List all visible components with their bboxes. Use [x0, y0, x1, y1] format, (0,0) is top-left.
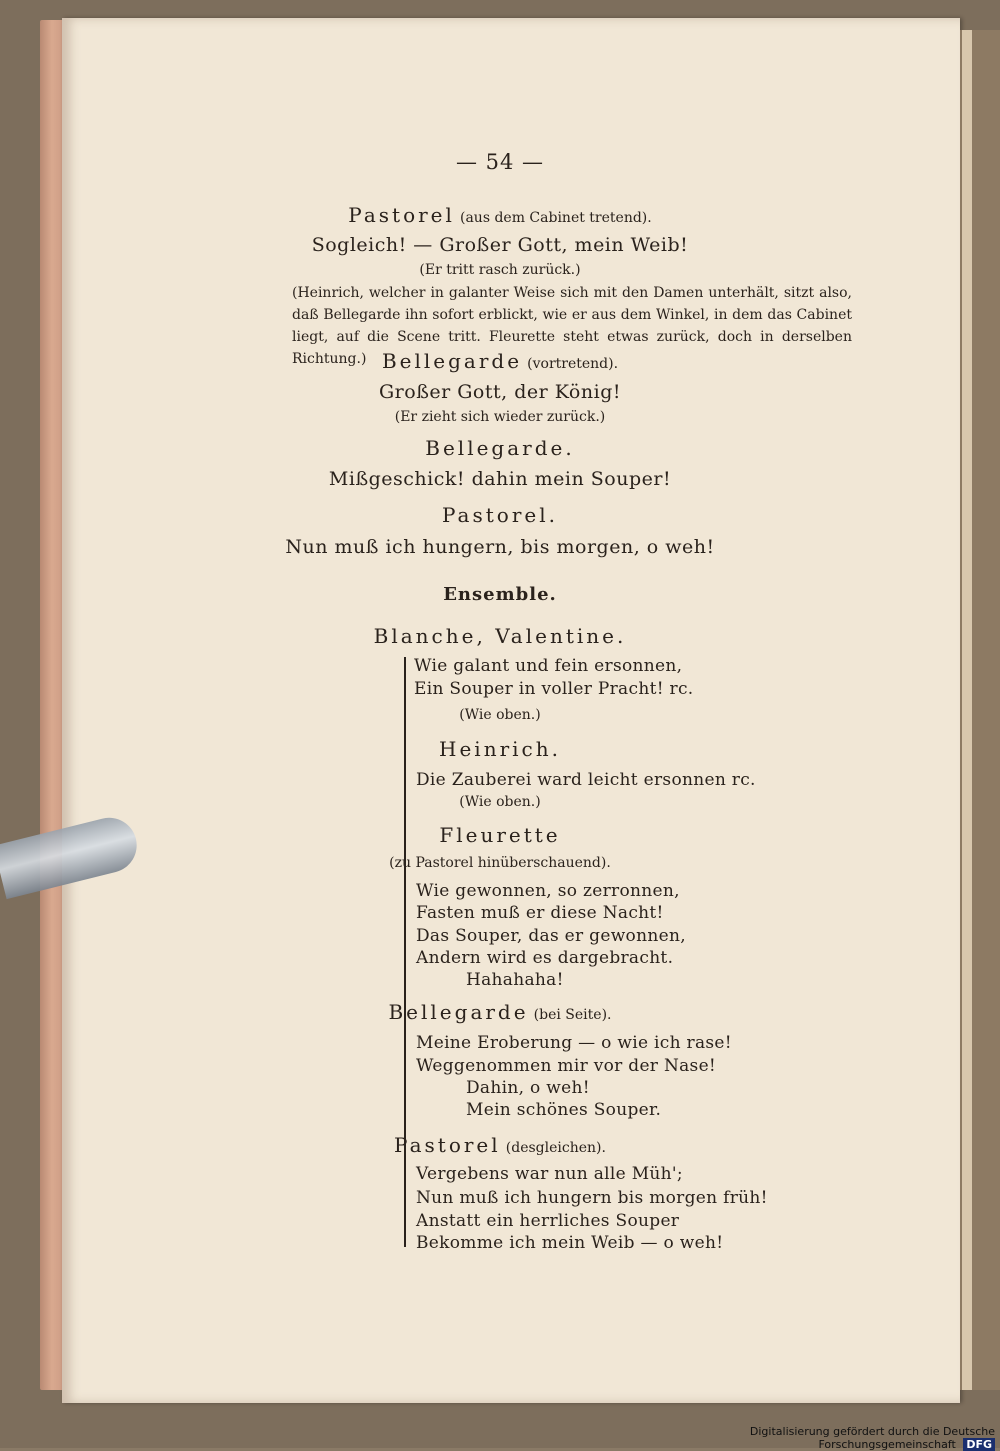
page-number: — 54 — — [455, 150, 545, 174]
speaker-name: Pastorel — [394, 1133, 501, 1157]
verse-line: Großer Gott, der König! — [379, 381, 621, 403]
stage-direction: (desgleichen). — [505, 1140, 606, 1156]
speaker-line — [0, 1133, 1000, 1157]
verse-line: Anstatt ein herrliches Souper — [416, 1211, 680, 1231]
stage-direction: (aus dem Cabinet tretend). — [460, 210, 652, 226]
speaker-name: Pastorel. — [442, 503, 558, 527]
stage-direction: (zu Pastorel hinüberschauend). — [389, 855, 611, 871]
verse-line: Weggenommen mir vor der Nase! — [416, 1056, 717, 1076]
speaker-line — [0, 203, 1000, 227]
verse-line: Ein Souper in voller Pracht! rc. — [414, 679, 694, 699]
speaker-name: Bellegarde — [388, 1000, 529, 1024]
dfg-logo: DFG — [963, 1438, 995, 1451]
speaker-name: Blanche, Valentine. — [373, 624, 627, 648]
verse-line: Nun muß ich hungern, bis morgen, o weh! — [285, 536, 715, 558]
verse-line: Das Souper, das er gewonnen, — [416, 926, 686, 946]
stage-direction: (Wie oben.) — [459, 794, 541, 810]
stage-direction: (bei Seite). — [533, 1007, 612, 1023]
verse-line: Nun muß ich hungern bis morgen früh! — [416, 1188, 768, 1208]
verse-line: Mein schönes Souper. — [466, 1100, 662, 1120]
speaker-name: Heinrich. — [439, 737, 561, 761]
verse-line: Bekomme ich mein Weib — o weh! — [416, 1233, 724, 1253]
verse-line: Fasten muß er diese Nacht! — [416, 903, 664, 923]
speaker-line — [0, 349, 1000, 373]
verse-line: Vergebens war nun alle Müh'; — [416, 1164, 683, 1184]
verse-line: Sogleich! — Großer Gott, mein Weib! — [311, 234, 689, 256]
verse-line: Die Zauberei ward leicht ersonnen rc. — [416, 770, 756, 790]
verse-line: Meine Eroberung — o wie ich rase! — [416, 1033, 732, 1053]
stage-direction: (Er zieht sich wieder zurück.) — [394, 409, 606, 425]
ensemble-heading: Ensemble. — [443, 584, 557, 605]
verse-line: Andern wird es dargebracht. — [416, 948, 674, 968]
verse-line: Mißgeschick! dahin mein Souper! — [328, 468, 672, 490]
verse-line: Wie galant und fein ersonnen, — [414, 656, 683, 676]
verse-line: Dahin, o weh! — [466, 1078, 590, 1098]
speaker-name: Bellegarde — [381, 349, 523, 373]
stage-direction: (vortretend). — [527, 356, 619, 372]
speaker-line — [0, 1000, 1000, 1024]
speaker-name: Bellegarde. — [425, 436, 575, 460]
speaker-name: Fleurette — [439, 823, 561, 847]
stage-direction: (Wie oben.) — [459, 707, 541, 723]
verse-line: Hahahaha! — [466, 970, 564, 990]
stage-direction-block: (Heinrich, welcher in galanter Weise sich mit den Damen unterhält, sitzt also, daß Bellegarde ihn sofort erblickt, wie er aus dem Winkel, in dem das Cabinet liegt, auf die Scene tritt. Fleurette steht etwas zurück, doch in derselben Richtung.) — [292, 285, 852, 367]
footer-text: Digitalisierung gefördert durch die Deutsche Forschungsgemeinschaft — [749, 1425, 995, 1451]
speaker-name: Pastorel — [348, 203, 455, 227]
stage-direction: (Er tritt rasch zurück.) — [419, 262, 581, 278]
footer-credit — [610, 1425, 995, 1451]
verse-line: Wie gewonnen, so zerronnen, — [416, 881, 680, 901]
